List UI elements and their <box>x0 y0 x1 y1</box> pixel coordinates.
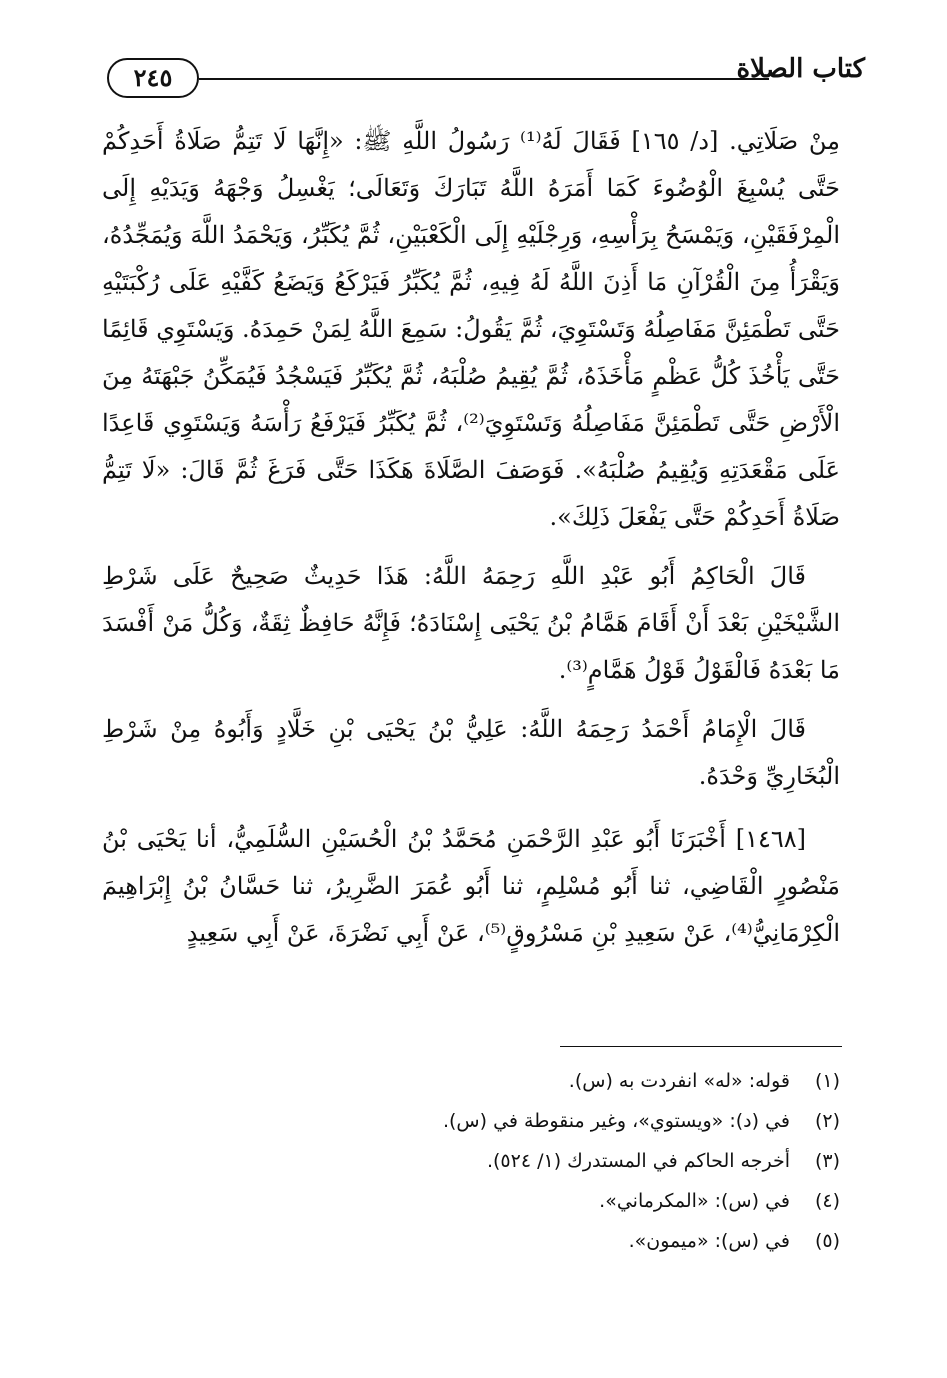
paragraph-hadith-text: مِنْ صَلَاتِي. [د/ ١٦٥] فَقَالَ لَهُ⁽¹⁾ رَسُولُ اللَّهِ ﷺ: «إِنَّهَا لَا تَتِمُّ صَلَاةُ أَحَدِكُمْ حَتَّى يُسْبِغَ الْوُضُوءَ كَمَا أَمَرَهُ اللَّهُ تَبَارَكَ وَتَعَالَى؛ يَغْسِلُ وَجْهَهُ وَيَدَيْهِ إِلَى الْمِرْفَقَيْنِ، وَيَمْسَحُ بِرَأْسِهِ، وَرِجْلَيْهِ إِلَى الْكَعْبَيْنِ، ثُمَّ يُكَبِّرُ، وَيَحْمَدُ اللَّهَ وَيُمَجِّدُهُ، وَيَقْرَأُ مِنَ الْقُرْآنِ مَا أَذِنَ اللَّهُ لَهُ فِيهِ، ثُمَّ يُكَبِّرُ فَيَرْكَعُ وَيَضَعُ كَفَّيْهِ عَلَى رُكْبَتَيْهِ حَتَّى تَطْمَئِنَّ مَفَاصِلُهُ وَتَسْتَوِيَ، ثُمَّ يَقُولُ: سَمِعَ اللَّهُ لِمَنْ حَمِدَهُ. وَيَسْتَوِي قَائِمًا حَتَّى يَأْخُذَ كُلُّ عَظْمٍ مَأْخَذَهُ، ثُمَّ يُقِيمُ صُلْبَهُ، ثُمَّ يُكَبِّرُ فَيَسْجُدُ فَيُمَكِّنُ جَبْهَتَهُ مِنَ الْأَرْضِ حَتَّى تَطْمَئِنَّ مَفَاصِلُهُ وَتَسْتَوِيَ⁽²⁾، ثُمَّ يُكَبِّرُ فَيَرْفَعُ رَأْسَهُ وَيَسْتَوِي قَاعِدًا عَلَى مَقْعَدَتِهِ وَيُقِيمُ صُلْبَهُ». فَوَصَفَ الصَّلَاةَ هَكَذَا حَتَّى فَرَغَ ثُمَّ قَالَ: «لَا تَتِمُّ صَلَاةُ أَحَدِكُمْ حَتَّى يَفْعَلَ ذَلِكَ». <box>102 127 841 531</box>
footnote-item <box>102 1070 840 1110</box>
header-divider <box>199 78 769 80</box>
page-header <box>95 52 865 104</box>
footnote-number: (٤) <box>814 1190 840 1212</box>
footnote-number: (١) <box>814 1070 840 1092</box>
main-text <box>102 118 840 969</box>
footnote-text: في (س): «المكرماني». <box>599 1190 790 1212</box>
paragraph-hakim-comment: قَالَ الْحَاكِمُ أَبُو عَبْدِ اللَّهِ رَحِمَهُ اللَّهُ: هَذَا حَدِيثٌ صَحِيحٌ عَلَى شَرْطِ الشَّيْخَيْنِ بَعْدَ أَنْ أَقَامَ هَمَّامُ بْنُ يَحْيَى إِسْنَادَهُ؛ فَإِنَّهُ حَافِظٌ ثِقَةٌ، وَكُلُّ مَنْ أَفْسَدَ مَا بَعْدَهُ فَالْقَوْلُ قَوْلُ هَمَّامٍ⁽³⁾. <box>102 562 840 684</box>
running-title: كتاب الصلاة <box>736 54 865 84</box>
footnote-number: (٥) <box>814 1230 840 1252</box>
footnote-divider <box>560 1046 842 1047</box>
footnote-item <box>102 1110 840 1150</box>
footnote-item <box>102 1150 840 1190</box>
footnote-number: (٣) <box>814 1150 840 1172</box>
footnotes <box>102 1070 840 1270</box>
page-number: ٢٤٥ <box>107 58 199 98</box>
footnote-text: قوله: «له» انفردت به (س). <box>568 1070 790 1092</box>
paragraph-imam-ahmad-comment: قَالَ الْإِمَامُ أَحْمَدُ رَحِمَهُ اللَّهُ: عَلِيُّ بْنُ يَحْيَى بْنِ خَلَّادٍ وَأَبُوهُ مِنْ شَرْطِ الْبُخَارِيِّ وَحْدَهُ. <box>102 715 840 790</box>
footnote-text: في (د): «ويستوي»، وغير منقوطة في (س). <box>442 1110 790 1132</box>
footnote-text: في (س): «ميمون». <box>628 1230 790 1252</box>
paragraph-hadith-1468: [١٤٦٨] أَخْبَرَنَا أَبُو عَبْدِ الرَّحْمَنِ مُحَمَّدُ بْنُ الْحُسَيْنِ السُّلَمِيُّ، أنا يَحْيَى بْنُ مَنْصُورٍ الْقَاضِي، ثنا أَبُو مُسْلِمٍ، ثنا أَبُو عُمَرَ الضَّرِيرُ، ثنا حَسَّانُ بْنُ إِبْرَاهِيمَ الْكِرْمَانِيُّ⁽⁴⁾، عَنْ سَعِيدِ بْنِ مَسْرُوقٍ⁽⁵⁾، عَنْ أَبِي نَضْرَةَ، عَنْ أَبِي سَعِيدٍ <box>102 825 840 947</box>
footnote-number: (٢) <box>814 1110 840 1132</box>
footnote-item <box>102 1190 840 1230</box>
footnote-item <box>102 1230 840 1270</box>
footnote-text: أخرجه الحاكم في المستدرك (١/ ٥٢٤). <box>486 1150 790 1172</box>
